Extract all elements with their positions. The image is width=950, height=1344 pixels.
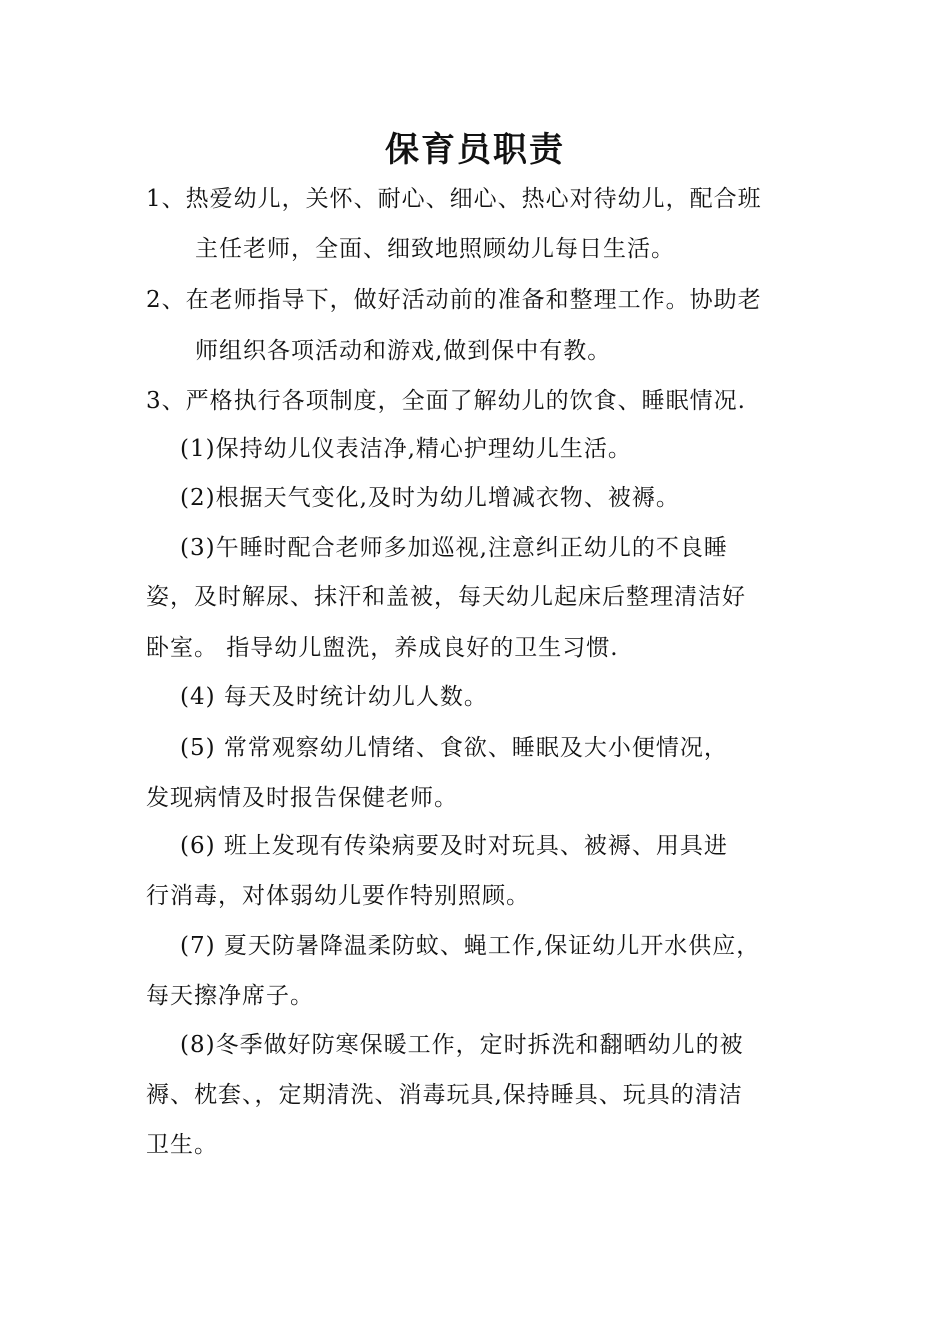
text-line-2: 主任老师，全面、细致地照顾幼儿每日生活。 [195,236,675,262]
text-line-13: 发现病情及时报告保健老师。 [146,785,458,811]
text-line-11: (4) 每天及时统计幼儿人数。 [180,684,488,710]
text-line-20: 卫生。 [146,1132,218,1158]
text-line-19: 褥、枕套、，定期清洗、消毒玩具,保持睡具、玩具的清洁 [146,1082,743,1108]
text-line-9: 姿，及时解尿、抹汗和盖被，每天幼儿起床后整理清洁好 [146,584,746,610]
text-line-1: 1、热爱幼儿，关怀、耐心、细心、热心对待幼儿，配合班 [146,186,762,212]
text-line-7: (2)根据天气变化,及时为幼儿增减衣物、被褥。 [180,485,680,511]
text-line-14: (6) 班上发现有传染病要及时对玩具、被褥、用具进 [180,833,728,859]
text-line-15: 行消毒，对体弱幼儿要作特别照顾。 [146,883,530,909]
text-line-8: (3)午睡时配合老师多加巡视,注意纠正幼儿的不良睡 [180,535,728,561]
text-line-16: (7) 夏天防暑降温柔防蚊、蝇工作,保证幼儿开水供应， [180,933,761,959]
text-line-5: 3、严格执行各项制度，全面了解幼儿的饮食、睡眠情况. [146,388,746,414]
text-line-12: (5) 常常观察幼儿情绪、食欲、睡眠及大小便情况， [180,735,728,761]
text-line-17: 每天擦净席子。 [146,983,314,1009]
text-line-18: (8)冬季做好防寒保暖工作，定时拆洗和翻晒幼儿的被 [180,1032,744,1058]
text-line-4: 师组织各项活动和游戏,做到保中有教。 [195,338,612,364]
page-title: 保育员职责 [385,130,565,170]
text-line-10: 卧室。 指导幼儿盥洗，养成良好的卫生习惯. [146,635,619,661]
text-line-6: (1)保持幼儿仪表洁净,精心护理幼儿生活。 [180,436,632,462]
text-line-3: 2、在老师指导下，做好活动前的准备和整理工作。协助老 [146,287,762,313]
